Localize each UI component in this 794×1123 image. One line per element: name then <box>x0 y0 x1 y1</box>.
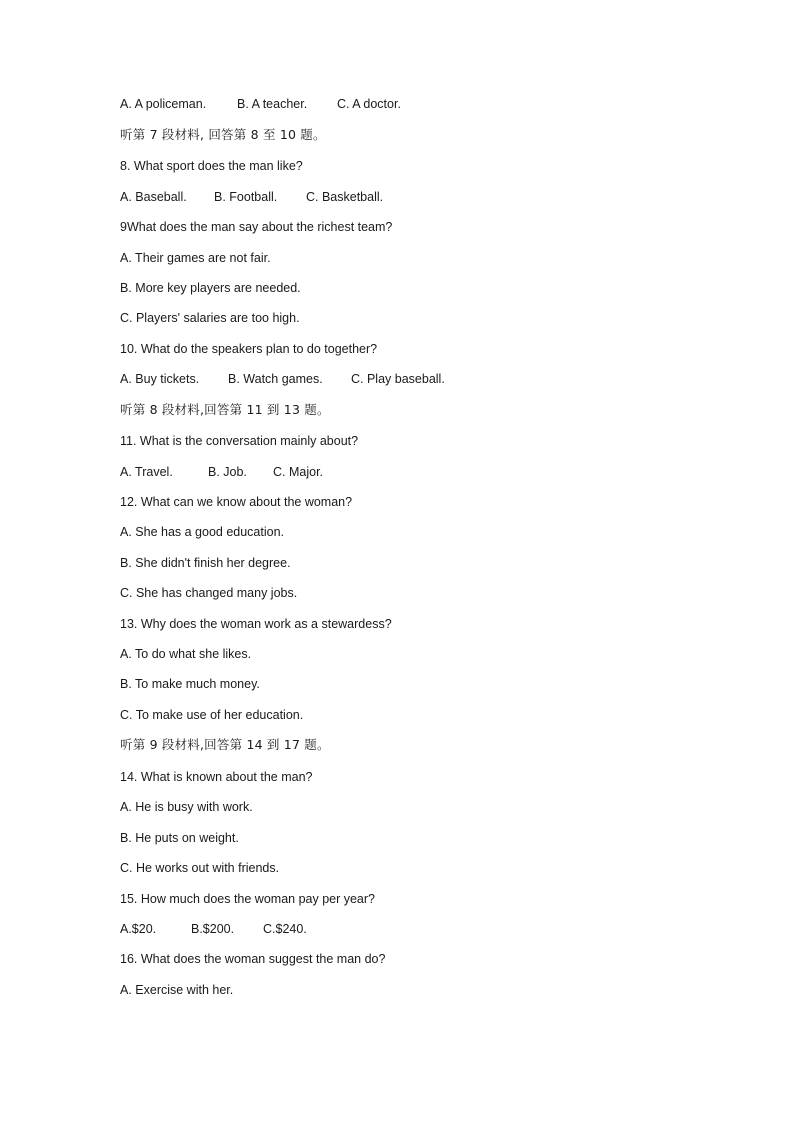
answer-option: C. She has changed many jobs. <box>120 586 298 600</box>
option-a: A. Travel. <box>120 465 173 479</box>
option-b: B. Watch games. <box>228 372 323 386</box>
question-text: 16. What does the woman suggest the man do? <box>120 952 386 966</box>
answer-option: B. He puts on weight. <box>120 831 239 845</box>
question-text: 15. How much does the woman pay per year? <box>120 892 375 906</box>
section-heading: 听第 7 段材料, 回答第 8 至 10 题。 <box>120 127 326 142</box>
question-text: 10. What do the speakers plan to do together? <box>120 342 378 356</box>
answer-option: C. He works out with friends. <box>120 861 280 875</box>
answer-option: A. To do what she likes. <box>120 647 252 661</box>
option-b: B. Job. <box>208 465 247 479</box>
question-text: 9What does the man say about the richest team? <box>120 220 393 234</box>
answer-options-row <box>120 189 383 205</box>
option-c: C. Play baseball. <box>351 372 445 386</box>
option-c: C. Major. <box>273 465 324 479</box>
answer-option: B. She didn't finish her degree. <box>120 556 291 570</box>
answer-options-row <box>120 464 323 480</box>
question-text: 8. What sport does the man like? <box>120 159 303 173</box>
option-c: C. A doctor. <box>337 97 401 111</box>
question-text: 11. What is the conversation mainly about? <box>120 434 359 448</box>
option-c: C. Basketball. <box>306 190 384 204</box>
option-b: B. Football. <box>214 190 278 204</box>
option-a: A. Buy tickets. <box>120 372 200 386</box>
answer-option: C. Players' salaries are too high. <box>120 311 300 325</box>
answer-option: A. He is busy with work. <box>120 800 253 814</box>
question-text: 13. Why does the woman work as a stewardess? <box>120 617 392 631</box>
option-c: C.$240. <box>263 922 307 936</box>
question-text: 14. What is known about the man? <box>120 770 313 784</box>
answer-option: C. To make use of her education. <box>120 708 304 722</box>
answer-options-row <box>120 371 445 387</box>
answer-option: A. She has a good education. <box>120 525 285 539</box>
option-a: A.$20. <box>120 922 157 936</box>
answer-options-row <box>120 921 307 937</box>
question-text: 12. What can we know about the woman? <box>120 495 353 509</box>
option-a: A. A policeman. <box>120 97 207 111</box>
answer-option: B. More key players are needed. <box>120 281 301 295</box>
answer-options-row <box>120 96 401 112</box>
answer-option: B. To make much money. <box>120 677 260 691</box>
answer-option: A. Exercise with her. <box>120 983 234 997</box>
section-heading: 听第 9 段材料,回答第 14 到 17 题。 <box>120 737 330 752</box>
option-b: B.$200. <box>191 922 235 936</box>
option-b: B. A teacher. <box>237 97 308 111</box>
answer-option: A. Their games are not fair. <box>120 251 271 265</box>
option-a: A. Baseball. <box>120 190 187 204</box>
section-heading: 听第 8 段材料,回答第 11 到 13 题。 <box>120 402 330 417</box>
